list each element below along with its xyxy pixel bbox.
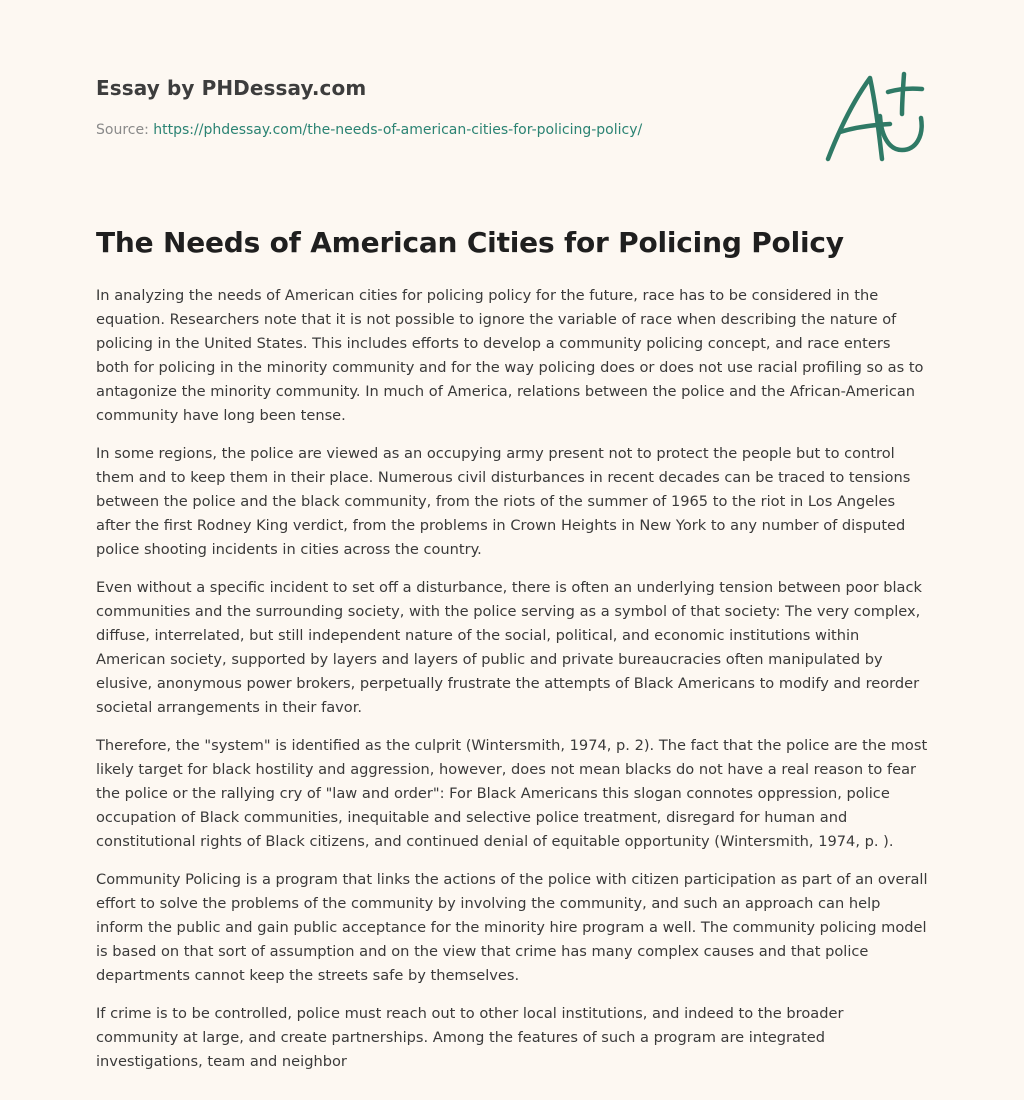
essay-body [96, 284, 928, 1088]
site-brand: Essay by PHDessay.com [96, 76, 367, 100]
essay-title: The Needs of American Cities for Policing Policy [96, 226, 844, 259]
source-label: Source: [96, 122, 149, 138]
a-plus-grade-icon [818, 66, 930, 170]
essay-paragraph: Community Policing is a program that links the actions of the police with citizen participation as part of an overall effort to solve the problems of the community by involving the community, and such an approach can help inform the public and gain public acceptance for the minority hire program a well. The community policing model is based on that sort of assumption and on the view that crime has many complex causes and that police departments cannot keep the streets safe by themselves. [96, 871, 928, 984]
essay-paragraph: In analyzing the needs of American cities for policing policy for the future, race has to be considered in the equation. Researchers note that it is not possible to ignore the variable of race when describing the nature of policing in the United States. This includes efforts to develop a community policing concept, and race enters both for policing in the minority community and for the way policing does or does not use racial profiling so as to antagonize the minority community. In much of America, relations between the police and the African-American community have long been tense. [96, 287, 924, 424]
essay-paragraph: If crime is to be controlled, police must reach out to other local institutions, and indeed to the broader community at large, and create partnerships. Among the features of such a program are integrated investigations, team and neighbor [96, 1005, 844, 1070]
essay-paragraph: Even without a specific incident to set off a disturbance, there is often an underlying tension between poor black communities and the surrounding society, with the police serving as a symbol of that society: The very complex, diffuse, interrelated, but still independent nature of the social, political, and economic institutions within American society, supported by layers and layers of public and private bureaucracies often manipulated by elusive, anonymous power brokers, perpetually frustrate the attempts of Black Americans to modify and reorder societal arrangements in their favor. [96, 579, 922, 716]
source-line [96, 122, 796, 138]
page-header [96, 76, 796, 138]
essay-paragraph: Therefore, the "system" is identified as the culprit (Wintersmith, 1974, p. 2). The fact that the police are the most likely target for black hostility and aggression, however, does not mean blacks do not have a real reason to fear the police or the rallying cry of "law and order": For Black Americans this slogan connotes oppression, police occupation of Black communities, inequitable and selective police treatment, disregard for human and constitutional rights of Black citizens, and continued denial of equitable opportunity (Wintersmith, 1974, p. ). [96, 737, 928, 850]
essay-paragraph: In some regions, the police are viewed as an occupying army present not to protect the people but to control them and to keep them in their place. Numerous civil disturbances in recent decades can be traced to tensions between the police and the black community, from the riots of the summer of 1965 to the riot in Los Angeles after the first Rodney King verdict, from the problems in Crown Heights in New York to any number of disputed police shooting incidents in cities across the country. [96, 445, 911, 558]
source-link[interactable]: https://phdessay.com/the-needs-of-american-cities-for-policing-policy/ [153, 122, 643, 138]
